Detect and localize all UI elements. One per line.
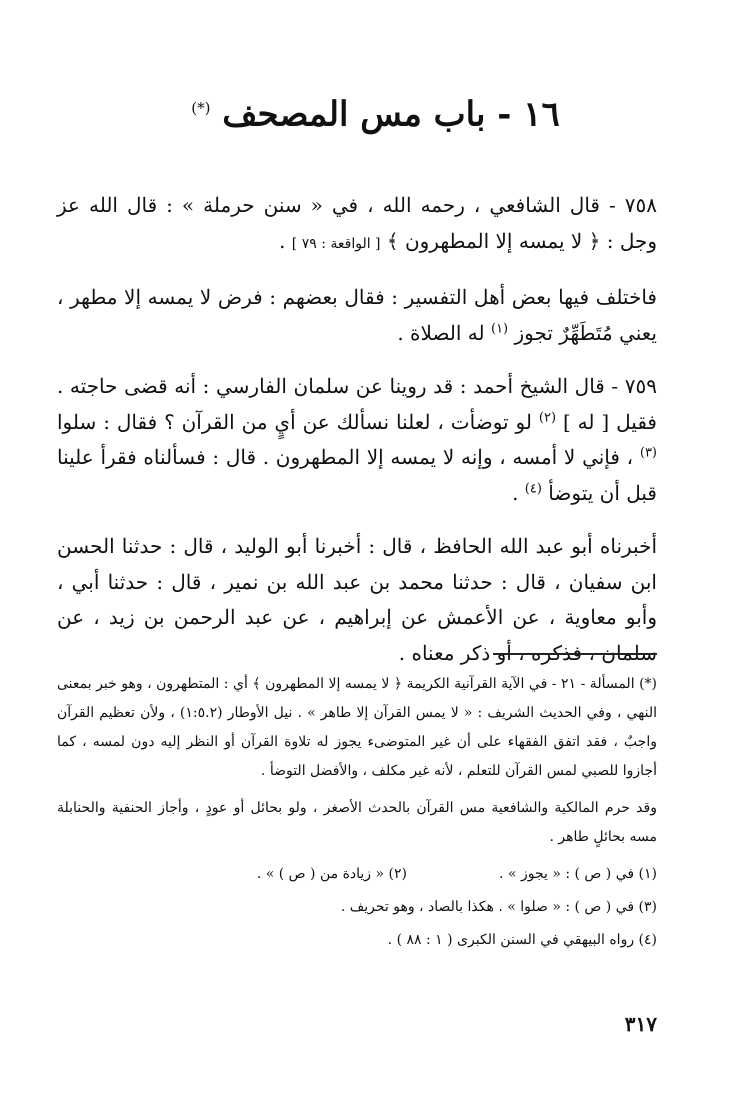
text-segment: ٧٥٨ - قال الشافعي ، رحمه الله ، في « سنن حرملة » : قال الله عز وجل : ﴿ لا يمسه إلا المطهرون ﴾ (57, 193, 657, 253)
text-segment: . (279, 228, 292, 253)
editor-note-2: وقد حرم المالكية والشافعية مس القرآن بالحدث الأصغر ، ولو بحائل أو عودٍ ، وأجاز الحنفية والحنابلة مسه بحائلٍ طاهر . (57, 800, 657, 845)
footnotes-section (57, 670, 657, 955)
text-segment: ، فإني لا أمسه ، وإنه لا يمسه إلا المطهرون . قال : فسألناه فقرأ علينا قبل أن يتوضأ (57, 445, 657, 505)
page-number: ٣١٧ (624, 1012, 657, 1036)
footnote-1: (١) في ( ص ) : « يجوز » . (499, 866, 657, 882)
text-segment: لو توضأت ، لعلنا نسألك عن أيٍ من القرآن ؟ فقال : سلوا (57, 409, 539, 434)
footnote-row-1 (57, 860, 657, 889)
text-segment: فاختلف فيها بعض أهل التفسير : فقال بعضهم : فرض لا يمسه إلا مطهر ، يعني مُتَطَهِّرٌ تجوز (57, 285, 657, 345)
paragraph-isnad (57, 529, 657, 671)
chapter-title-mark: (*) (191, 99, 211, 117)
paragraph-759 (57, 369, 657, 511)
footnote-ref: (٤) (524, 480, 542, 496)
footnote-4: (٤) رواه البيهقي في السنن الكبرى ( ١ : ٨٨ ) . (387, 932, 657, 948)
footnote-ref: (٢) (538, 409, 557, 425)
paragraph-tafsir (57, 280, 657, 351)
chapter-title-text: ١٦ - باب مس المصحف (222, 94, 560, 135)
text-segment: له الصلاة . (397, 320, 491, 345)
main-text (57, 188, 657, 671)
editor-note: (*) المسألة - ٢١ - في الآية القرآنية الكريمة ﴿ لا يمسه إلا المطهرون ﴾ أي : المتطهرون ، وهو خبر بمعنى النهي ، وفي الحديث الشريف : « لا يمس القرآن إلا طاهر » . نيل الأوطار (١:٥.٢) ، ولأن تعظيم القرآن واجبٌ ، فقد اتفق الفقهاء على أن غير المتوضىء يجوز له تلاوة القرآن أو النظر إليه دون لمسه ، كما أجازوا للصبي لمس القرآن للتعلم ، لأنه غير مكلف ، والأفضل التوضأ . (57, 676, 658, 779)
text-segment: ٧٥٩ - قال الشيخ أحمد : قد روينا عن سلمان الفارسي : أنه قضى حاجته . فقيل [ له ] (57, 374, 657, 434)
chapter-title (80, 86, 671, 136)
footnote-ref: (١) (490, 320, 509, 336)
footnote-3: (٣) في ( ص ) : « صلوا » . هكذا بالصاد ، وهو تحريف . (340, 899, 657, 915)
paragraph-758 (57, 188, 657, 262)
text-segment: أخبرناه أبو عبد الله الحافظ ، قال : أخبرنا أبو الوليد ، قال : حدثنا الحسن ابن سفيان ، قال : حدثنا محمد بن عبد الله بن نمير ، قال : حدثنا أبي ، وأبو معاوية ، عن الأعمش عن إبراهيم ، عن عبد الرحمن بن زيد ، عن سلمان ، فذكره ، أو ذكر معناه . (57, 534, 657, 665)
text-segment: . (512, 480, 525, 505)
text-segment: [ الواقعة : ٧٩ ] (291, 235, 381, 252)
footnote-separator (493, 653, 657, 655)
footnote-ref: (٣) (639, 445, 657, 461)
footnote-2: (٢) « زيادة من ( ص ) » . (256, 866, 407, 882)
